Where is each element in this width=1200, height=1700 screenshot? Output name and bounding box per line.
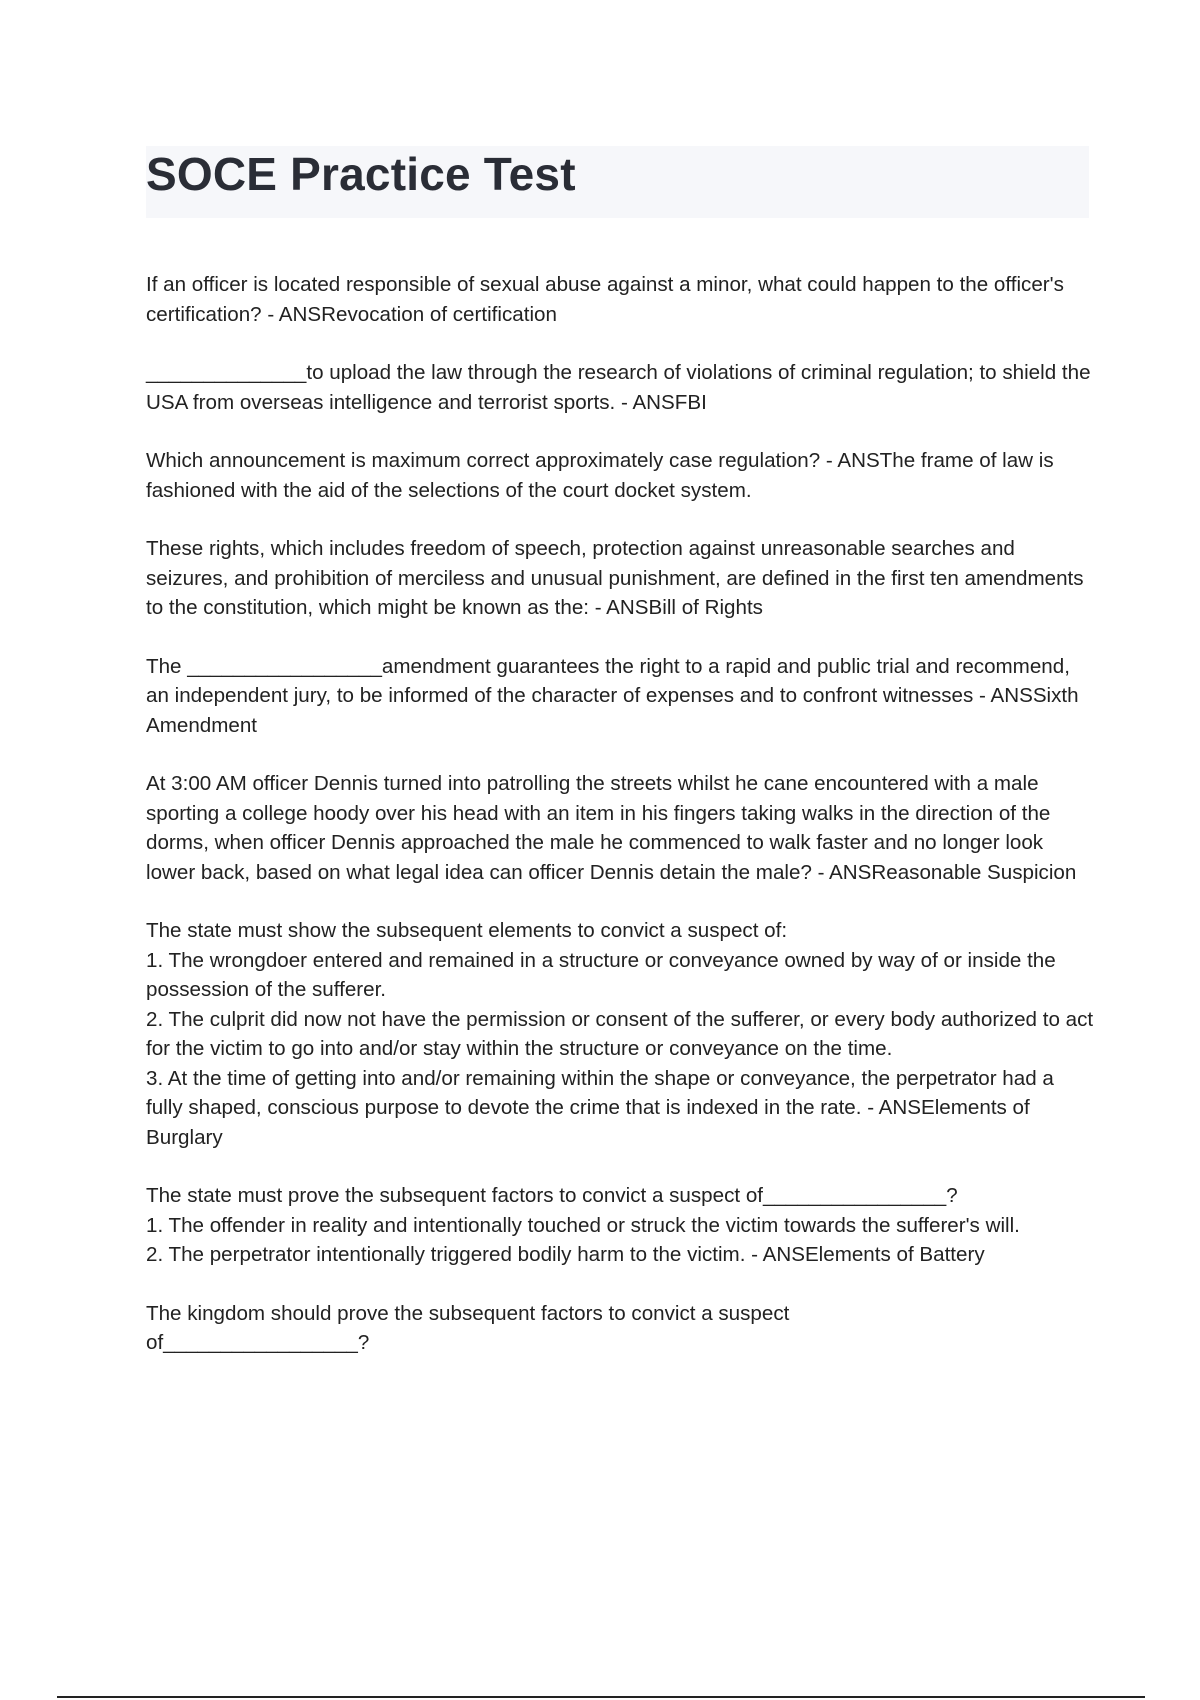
question-item-4: These rights, which includes freedom of speech, protection against unreasonable searches and seizures, and prohibition of merciless and unusual punishment, are defined in the first ten amendments to the constitution, which might be known as the: - ANSBill of Rights: [146, 537, 1084, 619]
question-item-3: Which announcement is maximum correct approximately case regulation? - ANSThe frame of law is fashioned with the aid of the selections of the court docket system.: [146, 449, 1054, 502]
question-item-2: ______________to upload the law through the research of violations of criminal regulation; to shield the USA from overseas intelligence and terrorist sports. - ANSFBI: [146, 361, 1091, 414]
question-item-5: The _________________amendment guarantees the right to a rapid and public trial and recommend, an independent jury, to be informed of the character of expenses and to confront witnesses - ANSSixth Amendment: [146, 654, 1079, 737]
question-item-9: The kingdom should prove the subsequent factors to convict a suspect of_________________?: [146, 1301, 790, 1354]
question-item-7: The state must show the subsequent elements to convict a suspect of: 1. The wrongdoer entered and remained in a structure or conveyance owned by way of or inside the possession of the sufferer. 2. The culprit did now not have the permission or consent of the sufferer, or every body authorized to act for the victim to go into and/or stay within the structure or conveyance on the time. 3. At the time of getting into and/or remaining within the shape or conveyance, the perpetrator had a fully shaped, conscious purpose to devote the crime that is indexed in the rate. - ANSElements of Burglary: [146, 919, 1094, 1149]
question-item-1: If an officer is located responsible of sexual abuse against a minor, what could happen to the officer's certification? - ANSRevocation of certification: [146, 273, 1064, 326]
question-item-8: The state must prove the subsequent factors to convict a suspect of________________? 1. The offender in reality and intentionally touched or struck the victim towards the sufferer's will. 2. The perpetrator intentionally triggered bodily harm to the victim. - ANSElements of Battery: [146, 1184, 1020, 1266]
page-bottom-rule: [57, 1696, 1145, 1698]
question-list: [146, 270, 1096, 1387]
question-item-6: At 3:00 AM officer Dennis turned into patrolling the streets whilst he cane encountered with a male sporting a college hoody over his head with an item in his fingers taking walks in the direction of the dorms, when officer Dennis approached the male he commenced to walk faster and no longer look lower back, based on what legal idea can officer Dennis detain the male? - ANSReasonable Suspicion: [146, 772, 1077, 884]
page-title: SOCE Practice Test: [146, 148, 576, 200]
